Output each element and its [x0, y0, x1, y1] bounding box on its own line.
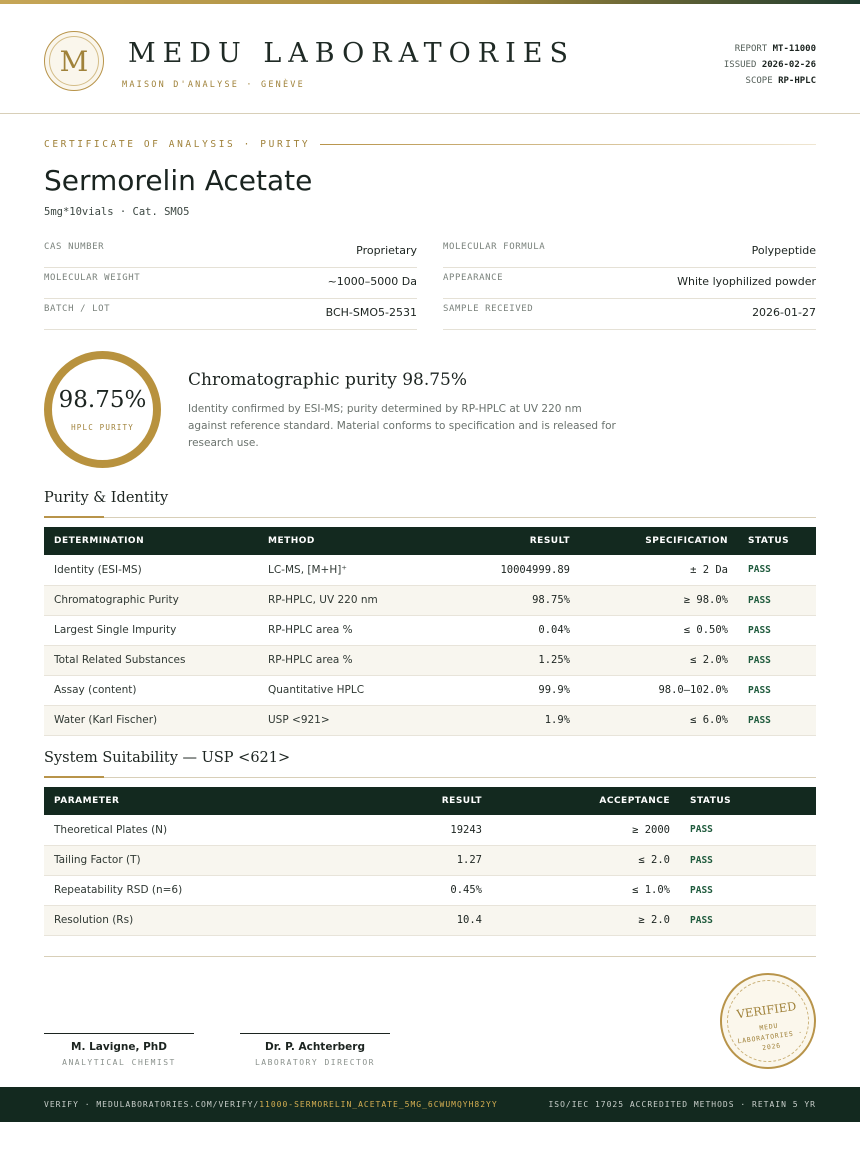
lab-tagline: MAISON D'ANALYSE · GENÈVE [122, 80, 305, 90]
report-number: MT-11000 [772, 44, 816, 54]
status-badge: PASS [748, 654, 771, 666]
table-row: Water (Karl Fischer) USP <921> 1.9% ≤ 6.0% PASS [44, 705, 816, 735]
summary-title: Chromatographic purity 98.75% [188, 370, 468, 390]
property-molecular-weight: MOLECULAR WEIGHT ~1000–5000 Da [44, 268, 417, 299]
purity-table [44, 527, 816, 736]
purity-section-rule [44, 517, 816, 518]
table-row: Assay (content) Quantitative HPLC 99.9% 98.0–102.0% PASS [44, 675, 816, 705]
column-header: STATUS [690, 796, 732, 806]
lab-name: MEDU LABORATORIES [128, 38, 575, 69]
summary-text: Identity confirmed by ESI-MS; purity determined by RP-HPLC at UV 220 nm against reference standard. Material conforms to specification and is released for research use. [188, 403, 616, 449]
verify-link[interactable]: VERIFY · MEDULABORATORIES.COM/VERIFY/11000-SERMORELIN_ACETATE_5MG_6CWUMQYH82YY [44, 1100, 498, 1109]
signature-laboratory-director [240, 1033, 390, 1067]
column-header: PARAMETER [54, 796, 120, 806]
logo-letter: M [49, 36, 99, 86]
certificate-eyebrow: CERTIFICATE OF ANALYSIS · PURITY [44, 139, 816, 150]
column-header: SPECIFICATION [645, 536, 728, 546]
column-header: METHOD [268, 536, 315, 546]
status-badge: PASS [748, 564, 771, 576]
purity-percent: 98.75% [58, 387, 147, 413]
signature-analytical-chemist [44, 1033, 194, 1067]
status-badge: PASS [690, 914, 713, 926]
column-header: STATUS [748, 536, 790, 546]
status-badge: PASS [690, 854, 713, 866]
table-row: Identity (ESI-MS) LC-MS, [M+H]⁺ 10004999.89 ± 2 Da PASS [44, 555, 816, 585]
column-header: RESULT [529, 536, 570, 546]
table-row: Total Related Substances RP-HPLC area % 1.25% ≤ 2.0% PASS [44, 645, 816, 675]
verified-stamp [714, 967, 822, 1075]
property-batch-lot: BATCH / LOT BCH-SMO5-2531 [44, 299, 417, 330]
purity-label: HPLC PURITY [71, 423, 134, 432]
table-row: Resolution (Rs) 10.4 ≥ 2.0 PASS [44, 905, 816, 935]
stamp-title: VERIFIED [735, 998, 798, 1022]
status-badge: PASS [690, 824, 713, 836]
accreditation-note: ISO/IEC 17025 ACCREDITED METHODS · RETAIN 5 YR [548, 1100, 816, 1109]
purity-table-header [44, 527, 816, 555]
purity-ring [44, 351, 161, 468]
purity-section-title: Purity & Identity [44, 490, 169, 506]
suitability-section-title: System Suitability — USP <621> [44, 750, 291, 766]
signature-divider [44, 956, 816, 957]
signatory-name: Dr. P. Achterberg [265, 1041, 365, 1053]
property-cas-number: CAS NUMBER Proprietary [44, 237, 417, 268]
suitability-table [44, 787, 816, 936]
column-header: RESULT [441, 796, 482, 806]
table-row: Theoretical Plates (N) 19243 ≥ 2000 PASS [44, 815, 816, 845]
signatory-role: LABORATORY DIRECTOR [254, 1058, 375, 1067]
verify-code: 11000-SERMORELIN_ACETATE_5MG_6CWUMQYH82YY [259, 1100, 498, 1109]
eyebrow-divider [320, 144, 816, 145]
report-number-line: REPORT MT-11000 [734, 44, 816, 54]
product-title: Sermorelin Acetate [44, 164, 313, 197]
column-header: ACCEPTANCE [599, 796, 670, 806]
property-sample-received: SAMPLE RECEIVED 2026-01-27 [443, 299, 816, 330]
property-molecular-formula: MOLECULAR FORMULA Polypeptide [443, 237, 816, 268]
lab-logo [44, 31, 104, 91]
issued-date-line: ISSUED 2026-02-26 [723, 60, 816, 70]
suitability-table-header [44, 787, 816, 815]
property-appearance: APPEARANCE White lyophilized powder [443, 268, 816, 299]
table-row: Chromatographic Purity RP-HPLC, UV 220 nm 98.75% ≥ 98.0% PASS [44, 585, 816, 615]
suitability-section-rule [44, 777, 816, 778]
verification-footer [0, 1087, 860, 1122]
status-badge: PASS [748, 684, 771, 696]
status-badge: PASS [748, 714, 771, 726]
table-row: Tailing Factor (T) 1.27 ≤ 2.0 PASS [44, 845, 816, 875]
report-meta [724, 41, 816, 89]
report-header [0, 4, 860, 114]
table-row: Largest Single Impurity RP-HPLC area % 0.04% ≤ 0.50% PASS [44, 615, 816, 645]
product-subtitle: 5mg*10vials · Cat. SMO5 [44, 206, 190, 218]
scope-value: RP-HPLC [778, 76, 816, 86]
signatory-name: M. Lavigne, PhD [71, 1041, 167, 1053]
stamp-text: MEDU LABORATORIES · 2026 [736, 1021, 804, 1053]
column-header: DETERMINATION [54, 536, 145, 546]
status-badge: PASS [748, 624, 771, 636]
table-row: Repeatability RSD (n=6) 0.45% ≤ 1.0% PASS [44, 875, 816, 905]
scope-line: SCOPE RP-HPLC [745, 76, 816, 86]
issued-date: 2026-02-26 [761, 60, 816, 70]
status-badge: PASS [748, 594, 771, 606]
signatory-role: ANALYTICAL CHEMIST [62, 1058, 176, 1067]
status-badge: PASS [690, 884, 713, 896]
